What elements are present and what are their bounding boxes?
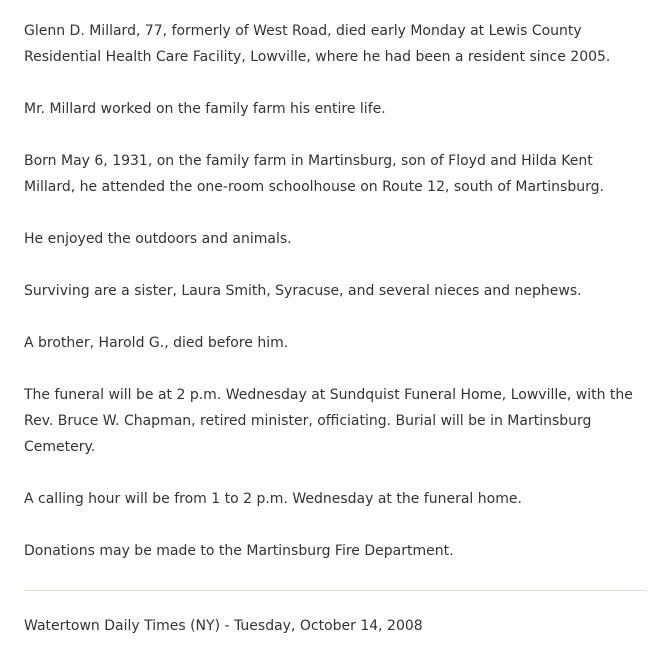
paragraph-predeceased: A brother, Harold G., died before him.	[24, 335, 289, 351]
divider	[24, 590, 646, 591]
source-citation: Watertown Daily Times (NY) - Tuesday, October 14, 2008	[24, 618, 423, 634]
paragraph-interests: He enjoyed the outdoors and animals.	[24, 231, 292, 247]
obituary-article	[24, 18, 646, 590]
paragraph-occupation: Mr. Millard worked on the family farm his entire life.	[24, 101, 386, 117]
paragraph-death-notice: Glenn D. Millard, 77, formerly of West Road, died early Monday at Lewis County Residential Health Care Facility, Lowville, where he had been a resident since 2005.	[24, 23, 611, 65]
paragraph-calling-hour: A calling hour will be from 1 to 2 p.m. Wednesday at the funeral home.	[24, 491, 522, 507]
paragraph-birth: Born May 6, 1931, on the family farm in Martinsburg, son of Floyd and Hilda Kent Millard, he attended the one-room schoolhouse on Route 12, south of Martinsburg.	[24, 153, 604, 195]
paragraph-survivors: Surviving are a sister, Laura Smith, Syracuse, and several nieces and nephews.	[24, 283, 582, 299]
paragraph-funeral: The funeral will be at 2 p.m. Wednesday at Sundquist Funeral Home, Lowville, with the Rev. Bruce W. Chapman, retired minister, officiating. Burial will be in Martinsburg Cemetery.	[24, 387, 633, 455]
paragraph-donations: Donations may be made to the Martinsburg Fire Department.	[24, 543, 454, 559]
